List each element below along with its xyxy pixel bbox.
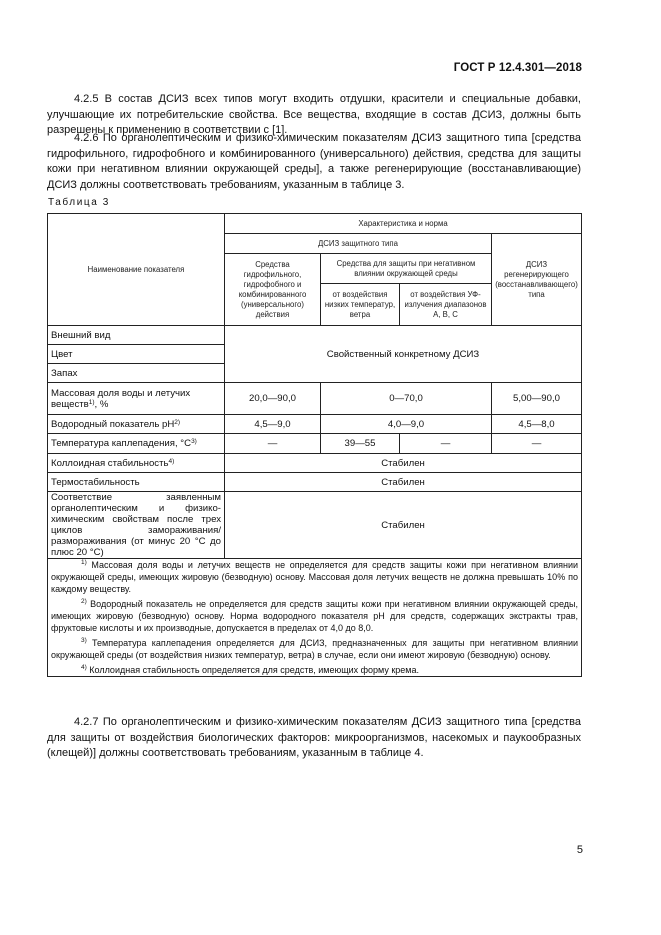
paragraph-4-2-5: 4.2.5 В состав ДСИЗ всех типов могут входить отдушки, красители и специальные добавки, улучшающие их потребительские свойства. Все вещества, входящие в состав ДСИЗ, должны быть разрешены к применению в соответствии с [1]. xyxy=(47,93,581,136)
header-low-temperature: от воздействия низких температур, ветра xyxy=(321,284,400,326)
water-regen-value: 5,00—90,0 xyxy=(492,383,582,415)
colloid-value: Стабилен xyxy=(225,454,582,473)
ph-hydro-value: 4,5—9,0 xyxy=(225,415,321,434)
header-negative-environment: Средства для защиты при негативном влиянии окружающей среды xyxy=(321,254,492,284)
header-characteristic: Характеристика и норма xyxy=(225,214,582,234)
header-indicator-name: Наименование показателя xyxy=(48,214,225,326)
footnote-3: $^{3)}$ Температура каплепадения определяется для ДСИЗ, предназначенных для защиты при негативном влиянии окружающей среды (от воздействия низких температур, ветра) в случае, если они имеют жировую (безводную) основу. xyxy=(51,637,579,660)
table-caption: Таблица 3 xyxy=(48,197,110,208)
footnote-2: $^{2)}$ Водородный показатель не определяется для средств защиты кожи при негативном влиянии окружающей среды, имеющих жировую (безводную) основу. Норма водородного показателя рН для средств, содержащих экстракты трав, фруктовые кислоты и их производные, допускается в пределах от 4,0 до 8,0. xyxy=(51,598,579,633)
row-name-water: Массовая доля воды и летучих веществ$^{1)}$, % xyxy=(48,383,225,415)
page-number: 5 xyxy=(576,844,583,856)
drop-low-temp-value: 39—55 xyxy=(321,434,400,454)
table-row xyxy=(48,492,582,559)
row-name-thermo: Термостабильность xyxy=(48,473,225,492)
table-row xyxy=(48,454,582,473)
footnote-4: $^{4)}$ Коллоидная стабильность определяется для средств, имеющих форму крема. xyxy=(81,664,419,675)
organoleptic-value: Свойственный конкретному ДСИЗ xyxy=(225,326,582,383)
table-3 xyxy=(47,213,582,677)
table-row xyxy=(48,326,582,345)
table-row xyxy=(48,383,582,415)
water-hydro-value: 20,0—90,0 xyxy=(225,383,321,415)
water-negative-value: 0—70,0 xyxy=(321,383,492,415)
row-name-smell: Запах xyxy=(48,364,225,383)
table-row xyxy=(48,415,582,434)
drop-hydro-value: — xyxy=(225,434,321,454)
ph-negative-value: 4,0—9,0 xyxy=(321,415,492,434)
paragraph-4-2-7: 4.2.7 По органолептическим и физико-химическим показателям ДСИЗ защитного типа [средства для защиты от воздействия биологических факторов: микроорганизмов, насекомых и паукообразных (клещей)] должны соответствовать требованиям, указанным в таблице 4. xyxy=(47,716,581,759)
table-notes-row xyxy=(48,559,582,677)
row-name-appearance: Внешний вид xyxy=(48,326,225,345)
thermo-value: Стабилен xyxy=(225,473,582,492)
table-header-row xyxy=(48,214,582,234)
row-name-drop-point: Температура каплепадения, $^\circ С^{3)}$ xyxy=(48,434,225,454)
row-name-colloid: Коллоидная стабильность$^{4)}$ xyxy=(48,454,225,473)
row-name-ph: Водородный показатель $рН^{2)}$ xyxy=(48,415,225,434)
header-regenerating: ДСИЗ регенерирующего (восстанавливающего) типа xyxy=(492,234,582,326)
ph-regen-value: 4,5—8,0 xyxy=(492,415,582,434)
table-row xyxy=(48,473,582,492)
row-name-freeze-cycles: Соответствие заявленным органолептическим и физико-химическим свойствам после трех циклов замораживания/размораживания (от минус 20 °С до плюс 20 °С) xyxy=(48,492,225,559)
drop-uv-value: — xyxy=(400,434,492,454)
footnote-1: $^{1)}$ Массовая доля воды и летучих веществ не определяется для средств защиты кожи при негативном влиянии окружающей среды, имеющих жировую (безводную) основу. Массовая доля летучих веществ не должна превышать 10% по каждому веществу. xyxy=(51,559,579,594)
header-hydrophilic: Средства гидрофильного, гидрофобного и комбинированного (универсального) действия xyxy=(225,254,321,326)
header-protective-type: ДСИЗ защитного типа xyxy=(225,234,492,254)
paragraph-4-2-6: 4.2.6 По органолептическим и физико-химическим показателям ДСИЗ защитного типа [средства гидрофильного, гидрофобного и комбинированного (универсального) действия, средства для защиты кожи при негативном влиянии окружающей среды], а также регенерирующие (восстанавливающие) ДСИЗ должны соответствовать требованиям, указанным в таблице 3. xyxy=(47,132,581,191)
row-name-color: Цвет xyxy=(48,345,225,364)
table-notes xyxy=(48,559,582,677)
document-header: ГОСТ Р 12.4.301—2018 xyxy=(453,62,582,74)
table-row xyxy=(48,434,582,454)
drop-regen-value: — xyxy=(492,434,582,454)
freeze-cycles-value: Стабилен xyxy=(225,492,582,559)
header-uv: от воздействия УФ- излучения диапазонов А, В, С xyxy=(400,284,492,326)
